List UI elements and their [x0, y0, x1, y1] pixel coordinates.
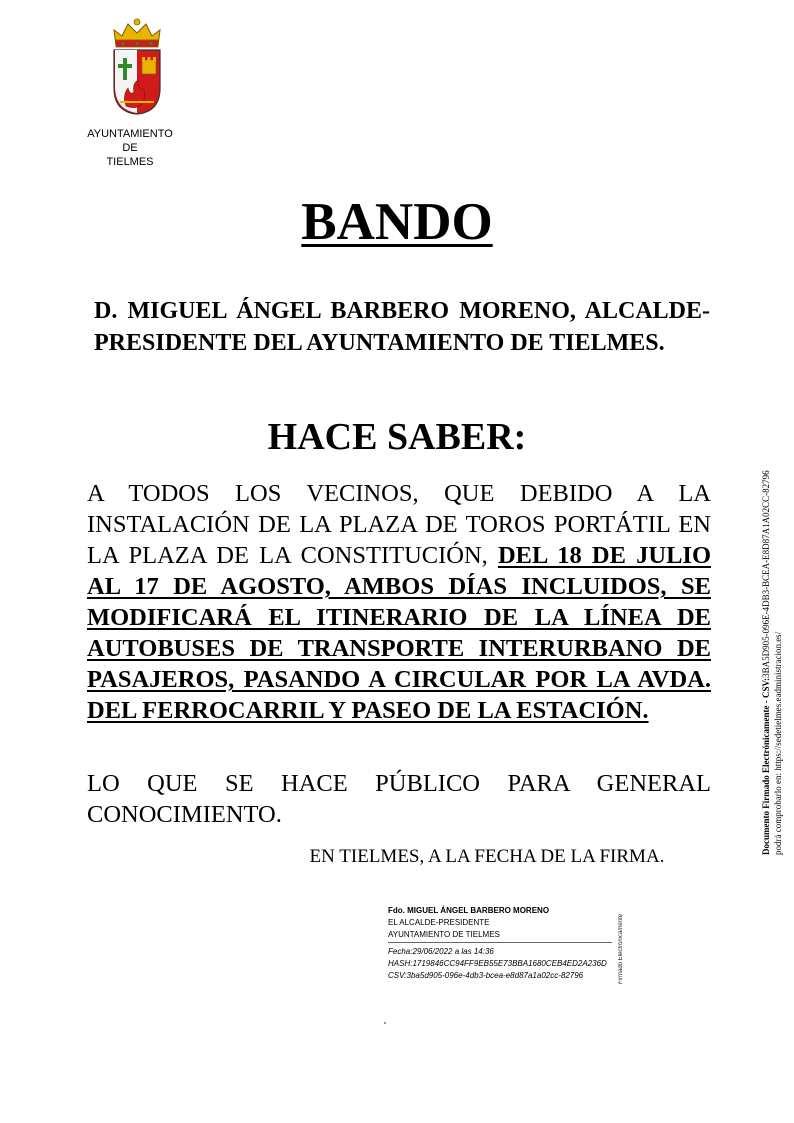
mayor-statement: D. MIGUEL ÁNGEL BARBERO MORENO, ALCALDE-PRESIDENTE DEL AYUNTAMIENTO DE TIELMES.	[94, 298, 710, 356]
signer-role: EL ALCALDE-PRESIDENTE	[388, 918, 490, 927]
place-and-date: EN TIELMES, A LA FECHA DE LA FIRMA.	[309, 846, 665, 867]
document-title: BANDO	[301, 193, 493, 251]
council-line-1: AYUNTAMIENTO	[87, 128, 173, 140]
margin-line-2	[772, 455, 784, 855]
signature-dot	[384, 1022, 386, 1024]
hace-saber-heading: HACE SABER:	[267, 416, 527, 458]
body-emphasis: DEL 18 DE JULIO AL 17 DE AGOSTO, AMBOS DÍAS INCLUIDOS, SE MODIFICARÁ EL ITINERARIO DE LA LÍNEA DE AUTOBUSES DE TRANSPORTE INTERURBANO DE PASAJEROS, PASANDO A CIRCULAR POR LA AVDA. DEL FERROCARRIL Y PASEO DE LA ESTACIÓN.	[87, 542, 711, 724]
signature-date: Fecha:29/06/2022 a las 14:36	[388, 947, 494, 956]
body-intro: A TODOS LOS VECINOS, QUE DEBIDO A LA INSTALACIÓN DE LA PLAZA DE TOROS PORTÁTIL EN LA PLAZA DE LA CONSTITUCIÓN,	[87, 480, 711, 569]
signature-block	[388, 905, 638, 982]
margin-verification-text	[760, 455, 786, 855]
council-line-3: TIELMES	[106, 156, 154, 168]
margin-label: Documento Firmado Electrónicamente - CSV:	[761, 677, 771, 855]
signature-csv: CSV:3ba5d905-096e-4db3-bcea-e8d87a1a02cc-82796	[388, 971, 584, 980]
coat-of-arms-logo	[108, 16, 166, 116]
council-line-2: DE	[122, 142, 138, 154]
margin-line-1	[760, 455, 772, 855]
margin-csv: 3BA5D905-096E-4DB3-BCEA-E8D87A1A02CC-82796	[761, 470, 771, 678]
announcement-body	[87, 478, 711, 726]
signature-hash: HASH:1719846CC94FF9EB55E73BBA1680CEB4ED2A236D	[388, 959, 607, 968]
closing-statement: LO QUE SE HACE PÚBLICO PARA GENERAL CONOCIMIENTO.	[87, 770, 711, 828]
signer-entity: AYUNTAMIENTO DE TIELMES	[388, 929, 612, 943]
margin-verify-link: podrá comprobarlo en: https://sedetielmes.eadministracion.es/	[773, 631, 783, 855]
signature-vertical-label: Firmado Electrónicamente	[618, 913, 624, 984]
council-name	[80, 127, 180, 169]
signer-name: Fdo. MIGUEL ÁNGEL BARBERO MORENO	[388, 906, 550, 915]
